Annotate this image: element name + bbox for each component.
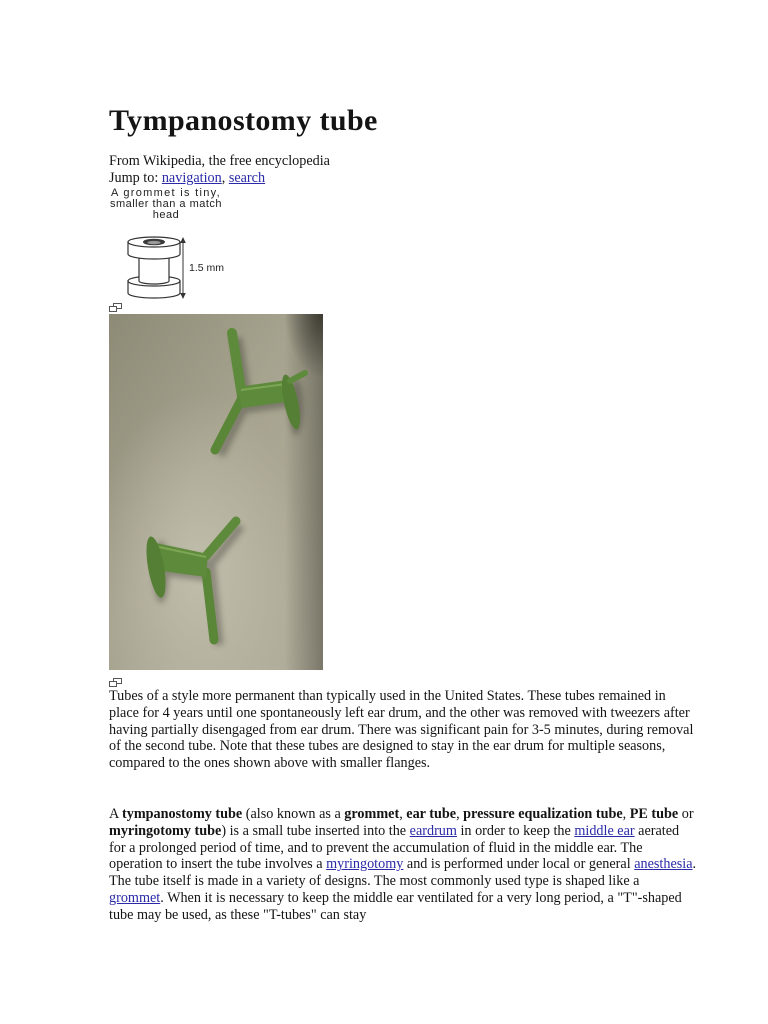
anesthesia-link[interactable]: anesthesia (634, 856, 693, 873)
text-run: . When it is necessary to keep the middle ear ventilated for a very long period, a "T"-shaped tube may be used, as these "T-tubes" can stay (109, 889, 682, 923)
middle-ear-link[interactable]: middle ear (574, 822, 635, 839)
dimension-label: 1.5 mm (189, 262, 225, 274)
enlarge-icon[interactable] (109, 678, 122, 687)
myringotomy-link[interactable]: myringotomy (326, 856, 404, 873)
intro-paragraph (109, 806, 697, 924)
site-tagline: From Wikipedia, the free encyclopedia (109, 153, 330, 169)
text-run: (also known as a (242, 806, 345, 822)
grommet-diagram[interactable] (109, 186, 239, 302)
term-bold: tympanostomy tube (122, 806, 243, 822)
term-bold: ear tube (406, 806, 457, 822)
jump-to-separator: , (221, 170, 229, 186)
text-run: aerated for a prolonged period of time, and to prevent the accumulation of fluid in the middle ear. The operation to insert the tube involves a (109, 822, 680, 873)
diagram-caption-line: head (152, 209, 180, 221)
grommet-hole-inner (148, 241, 161, 244)
jump-to-bar (109, 170, 265, 187)
text-run: , (456, 806, 464, 822)
term-bold: grommet (344, 806, 400, 822)
text-run: ) is a small tube inserted into the (221, 822, 410, 839)
diagram-caption-line: smaller than a match (109, 198, 223, 210)
tubes-photo[interactable] (109, 314, 323, 670)
search-link[interactable]: search (228, 170, 266, 186)
diagram-caption-line: A grommet is tiny, (111, 187, 221, 199)
text-run: or (678, 806, 694, 822)
text-run: . The tube itself is made in a variety of designs. The most commonly used type is shaped like a (109, 856, 697, 890)
eardrum-link[interactable]: eardrum (409, 822, 457, 839)
dimension-arrow-top (180, 237, 186, 243)
text-run: , (622, 806, 630, 822)
navigation-link[interactable]: navigation (161, 170, 222, 186)
text-run: and is performed under local or general (403, 856, 635, 873)
term-bold: PE tube (629, 806, 679, 822)
text-run: A (109, 806, 123, 822)
dimension-arrow-bottom (180, 293, 186, 299)
page-title: Tympanostomy tube (109, 104, 378, 137)
grommet-link[interactable]: grommet (109, 889, 161, 906)
term-bold: pressure equalization tube (463, 806, 623, 822)
text-run: in order to keep the (456, 822, 575, 839)
term-bold: myringotomy tube (109, 822, 222, 839)
jump-to-label: Jump to: (109, 170, 162, 186)
text-run: , (399, 806, 407, 822)
enlarge-icon[interactable] (109, 303, 122, 312)
photo-caption: Tubes of a style more permanent than typically used in the United States. These tubes remained in place for 4 years until one spontaneously left ear drum, and the other was removed with tweezers after having partially disengaged from ear drum. There was significant pain for 3-5 minutes, during removal of the second tube. Note that these tubes are designed to stay in the ear drum for multiple seasons, compared to the ones shown above with smaller flanges. (109, 688, 694, 772)
